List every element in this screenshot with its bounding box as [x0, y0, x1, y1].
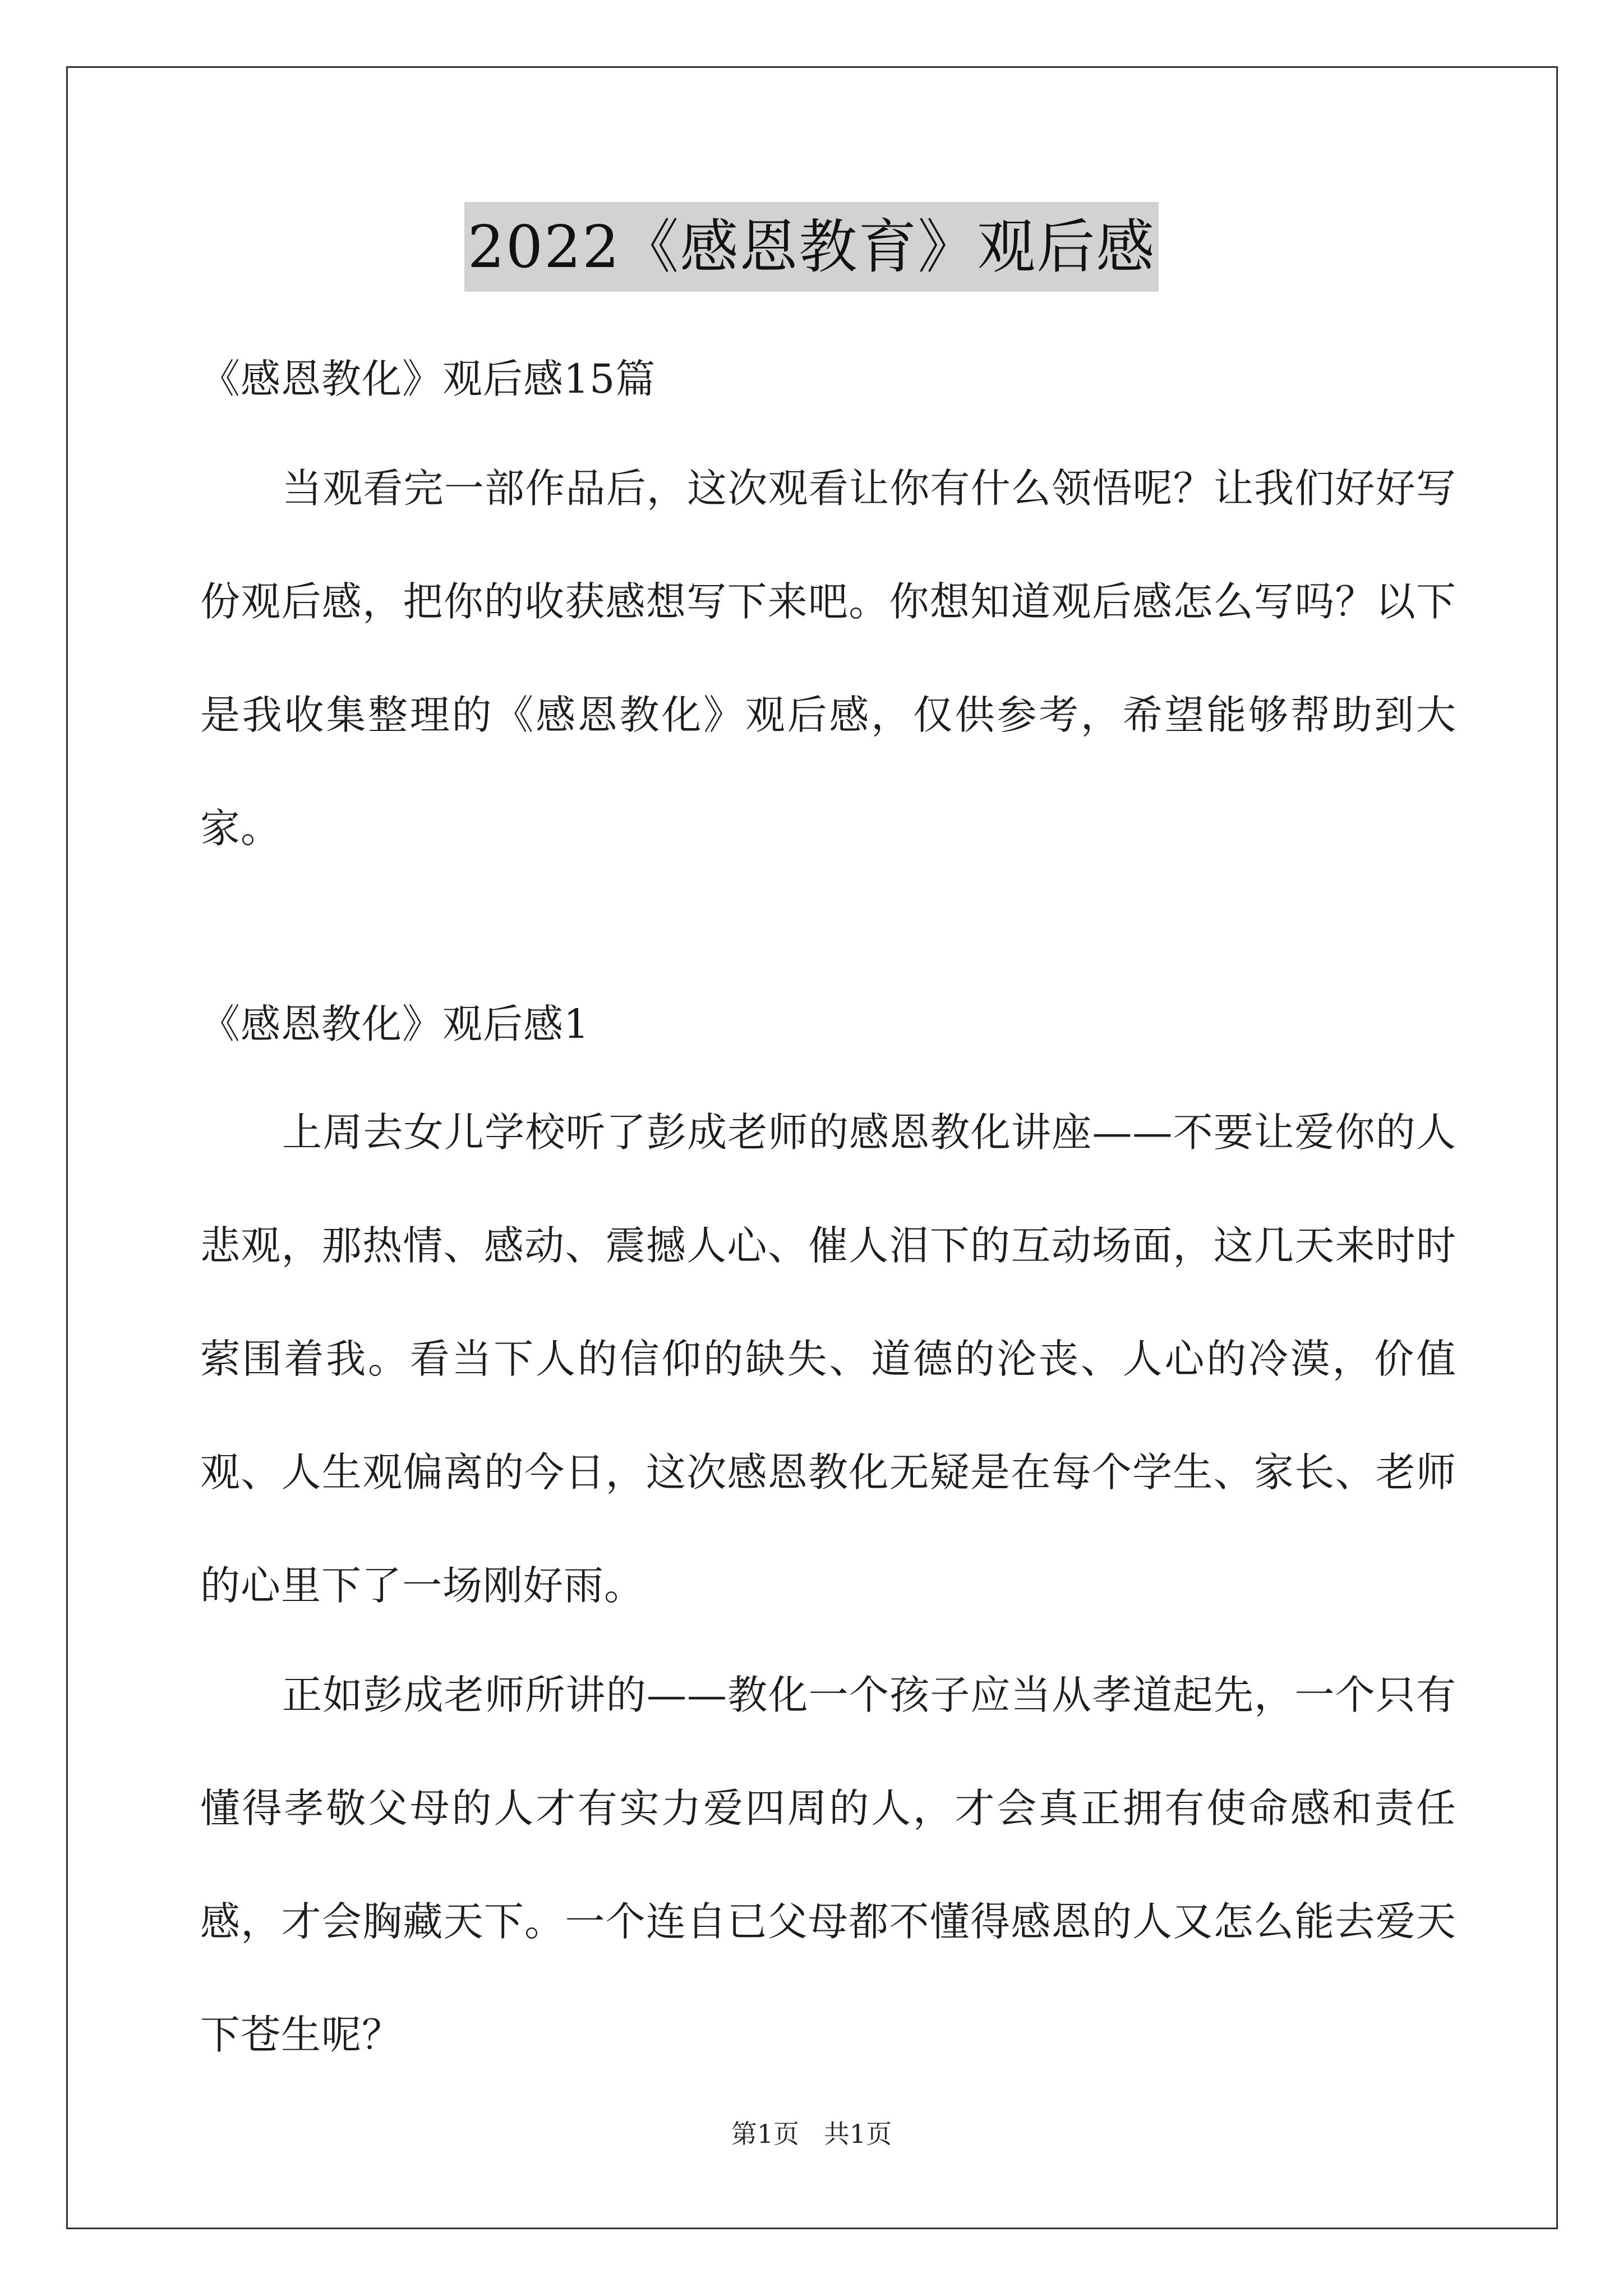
document-subtitle: 《感恩教化》观后感15篇: [200, 356, 656, 402]
section-heading: 《感恩教化》观后感1: [200, 1001, 590, 1047]
page-number-footer: 第1页 共1页: [731, 2119, 892, 2149]
title-container: [0, 202, 1623, 292]
body-paragraph-2: 正如彭成老师所讲的——教化一个孩子应当从孝道起先，一个只有懂得孝敬父母的人才有实力爱四周的人，才会真正拥有使命感和责任感，才会胸藏天下。一个连自已父母都不懂得感恩的人又怎么能去爱天下苍生呢？: [200, 1672, 1456, 2058]
document-title: 2022《感恩教育》观后感: [464, 202, 1159, 292]
body-paragraph-1: 上周去女儿学校听了彭成老师的感恩教化讲座——不要让爱你的人悲观，那热情、感动、震撼人心、催人泪下的互动场面，这几天来时时萦围着我。看当下人的信仰的缺失、道德的沦丧、人心的冷漠，价值观、人生观偏离的今日，这次感恩教化无疑是在每个学生、家长、老师的心里下了一场刚好雨。: [200, 1109, 1456, 1609]
intro-paragraph: 当观看完一部作品后，这次观看让你有什么领悟呢？让我们好好写份观后感，把你的收获感想写下来吧。你想知道观后感怎么写吗？以下是我收集整理的《感恩教化》观后感，仅供参考，希望能够帮助到大家。: [200, 465, 1456, 852]
